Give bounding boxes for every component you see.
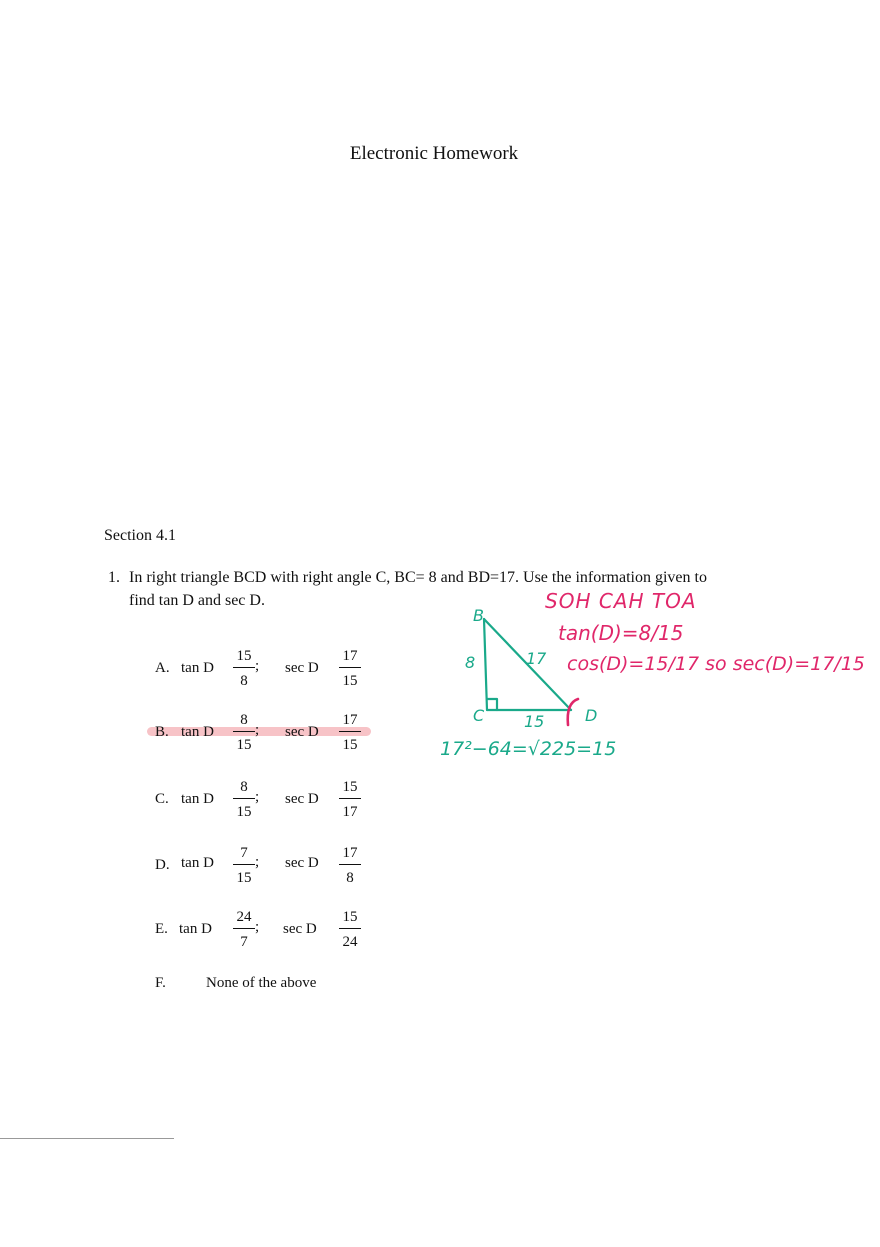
choice-letter: A.: [155, 660, 170, 676]
sec-fraction: [335, 846, 365, 886]
side-cd-label: 15: [524, 712, 545, 731]
semicolon: ;: [255, 919, 260, 935]
sec-denominator: 15: [342, 737, 358, 753]
choice-function-label: sec D: [285, 724, 319, 740]
tan-numerator: 7: [240, 845, 248, 861]
choice-function-label: tan D: [181, 791, 214, 807]
choice-function-label: sec D: [285, 855, 319, 871]
tan-denominator: 15: [236, 804, 252, 820]
sec-denominator: 8: [346, 870, 354, 886]
choice-function-label: sec D: [285, 660, 319, 676]
tan-numerator: 24: [236, 909, 252, 925]
semicolon: ;: [255, 658, 260, 674]
page-title: Electronic Homework: [349, 143, 519, 164]
vertex-d-label: D: [585, 706, 598, 725]
choice-letter: E.: [155, 921, 168, 937]
tan-note: tan(D)=8/15: [558, 621, 684, 645]
sec-fraction: [335, 780, 365, 820]
tan-denominator: 15: [236, 870, 252, 886]
cos-sec-note: cos(D)=15/17 so sec(D)=17/15: [567, 653, 865, 675]
sec-denominator: 15: [342, 673, 358, 689]
choice-letter: B.: [155, 724, 169, 740]
mnemonic-note: SOH CAH TOA: [545, 589, 697, 613]
tan-denominator: 8: [240, 673, 248, 689]
tan-denominator: 7: [240, 934, 248, 950]
right-angle-mark: [487, 699, 497, 710]
sec-numerator: 17: [342, 712, 358, 728]
sec-fraction: [335, 713, 365, 753]
choice-letter: F.: [155, 975, 166, 991]
choice-text: None of the above: [206, 975, 317, 991]
vertex-c-label: C: [473, 706, 485, 725]
sec-denominator: 17: [342, 804, 358, 820]
tan-numerator: 8: [240, 712, 248, 728]
question-text-line-2: find tan D and sec D.: [129, 592, 265, 609]
side-bc-label: 8: [465, 653, 476, 672]
choice-function-label: tan D: [179, 921, 212, 937]
choice-function-label: tan D: [181, 724, 214, 740]
choice-function-label: sec D: [283, 921, 317, 937]
sec-fraction: [335, 910, 365, 950]
semicolon: ;: [255, 722, 260, 738]
choice-letter: D.: [155, 857, 170, 873]
choice-function-label: tan D: [181, 660, 214, 676]
footnote-divider: [0, 1138, 174, 1139]
choice-function-label: sec D: [285, 791, 319, 807]
question-number: 1.: [108, 569, 120, 586]
semicolon: ;: [255, 789, 260, 805]
sec-numerator: 17: [342, 845, 358, 861]
tan-denominator: 15: [236, 737, 252, 753]
semicolon: ;: [255, 854, 260, 870]
sec-numerator: 17: [342, 648, 358, 664]
tan-numerator: 8: [240, 779, 248, 795]
side-bc: [484, 619, 487, 710]
vertex-b-label: B: [473, 606, 484, 625]
pythagorean-note: 17²−64=√225=15: [440, 738, 617, 760]
sec-denominator: 24: [342, 934, 358, 950]
question-text-line-1: In right triangle BCD with right angle C, BC= 8 and BD=17. Use the information given to: [129, 569, 707, 586]
sec-numerator: 15: [342, 909, 358, 925]
angle-d-mark: [568, 699, 578, 725]
tan-numerator: 15: [236, 648, 252, 664]
sec-fraction: [335, 649, 365, 689]
choice-letter: C.: [155, 791, 169, 807]
sec-numerator: 15: [342, 779, 358, 795]
choice-function-label: tan D: [181, 855, 214, 871]
section-heading: Section 4.1: [104, 527, 176, 544]
side-bd-label: 17: [526, 649, 547, 668]
